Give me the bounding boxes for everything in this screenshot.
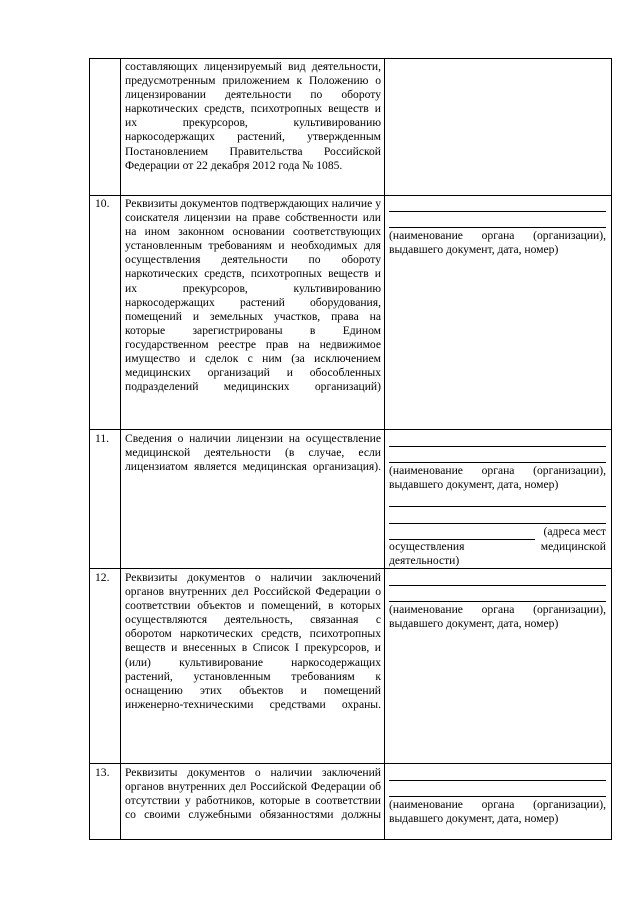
blank-line[interactable] — [389, 782, 606, 797]
address-line[interactable] — [389, 525, 606, 540]
blank-line[interactable] — [389, 492, 606, 507]
field-caption: (наименование органа (организации), выдавшего документ, дата, номер) — [389, 464, 606, 492]
table-border-left — [89, 58, 90, 840]
blank-line[interactable] — [389, 448, 606, 463]
address-caption-end: деятельности) — [389, 553, 460, 567]
blank-line[interactable] — [389, 525, 535, 540]
blank-line[interactable] — [389, 508, 606, 523]
blank-line[interactable] — [389, 213, 606, 228]
table-row-continuation-description: составляющих лицензируемый вид деятельности, предусмотренным приложением к Положению о лицензировании деятельности по обороту наркотических средств, психотропных веществ и их прекурсоров, культивированию наркосодержащих растений, утвержденным Постановлением Правительства Российской Федерации от 22 декабря 2012 года № 1085. — [125, 60, 381, 172]
police-conclusion-field[interactable] — [389, 766, 606, 826]
license-details-field[interactable] — [389, 432, 606, 568]
blank-line[interactable] — [389, 432, 606, 447]
address-caption-word: медицинской — [540, 539, 606, 553]
address-caption-line — [389, 540, 606, 554]
row-description: Реквизиты документов подтверждающих наличие у соискателя лицензии на праве собственности или на ином законном основании соответствующих установленным требованиям и необходимых для осуществления деятельности по обороту наркотических средств, психотропных веществ и их прекурсоров, культивированию наркосодержащих растений оборудования, помещений и земельных участков, права на которые зарегистрированы в Едином государственном реестре прав на недвижимое имущество и сделок с ним (за исключением медицинских организаций и обособленных подразделений медицинских организаций) — [125, 197, 381, 394]
row-description: Реквизиты документов о наличии заключений органов внутренних дел Российской Федерации о соответствии объектов и помещений, в которых осуществляются деятельность, связанная с оборотом наркотических средств, психотропных веществ и внесенных в Список I прекурсоров, и (или) культивирование наркосодержащих растений, установленным требованиям к оснащению этих объектов и помещений инженерно-техническими средствами охраны. — [125, 571, 381, 711]
row-divider — [89, 195, 612, 196]
document-details-field[interactable] — [389, 197, 606, 257]
table-border-bottom — [89, 839, 612, 840]
blank-line[interactable] — [389, 766, 606, 781]
table-border-top — [89, 58, 612, 59]
row-number: 13. — [95, 766, 110, 779]
field-caption: (наименование органа (организации), выдавшего документ, дата, номер) — [389, 603, 606, 631]
address-caption-word: осуществления — [389, 539, 465, 553]
row-number: 12. — [95, 571, 110, 584]
row-description: Реквизиты документов о наличии заключений органов внутренних дел Российской Федерации об отсутствии у работников, которые в соответствии со своими служебными обязанностями должны — [125, 766, 381, 822]
blank-line[interactable] — [389, 571, 606, 586]
table-border-right — [611, 58, 612, 840]
row-number: 10. — [95, 197, 110, 210]
row-divider — [89, 568, 612, 569]
blank-line[interactable] — [389, 587, 606, 602]
row-divider — [89, 763, 612, 764]
row-description: Сведения о наличии лицензии на осуществление медицинской деятельности (в случае, если лицензиатом является медицинская организация). — [125, 432, 381, 474]
blank-line[interactable] — [389, 197, 606, 212]
address-caption-start: (адреса мест — [543, 525, 606, 539]
row-divider — [89, 429, 612, 430]
field-caption: (наименование органа (организации), выдавшего документ, дата, номер) — [389, 229, 606, 257]
field-caption: (наименование органа (организации), выдавшего документ, дата, номер) — [389, 798, 606, 826]
column-divider-desc — [384, 58, 385, 840]
column-divider-num — [120, 58, 121, 840]
license-requirements-table — [89, 58, 612, 840]
row-number: 11. — [95, 432, 110, 445]
police-conclusion-field[interactable] — [389, 571, 606, 631]
